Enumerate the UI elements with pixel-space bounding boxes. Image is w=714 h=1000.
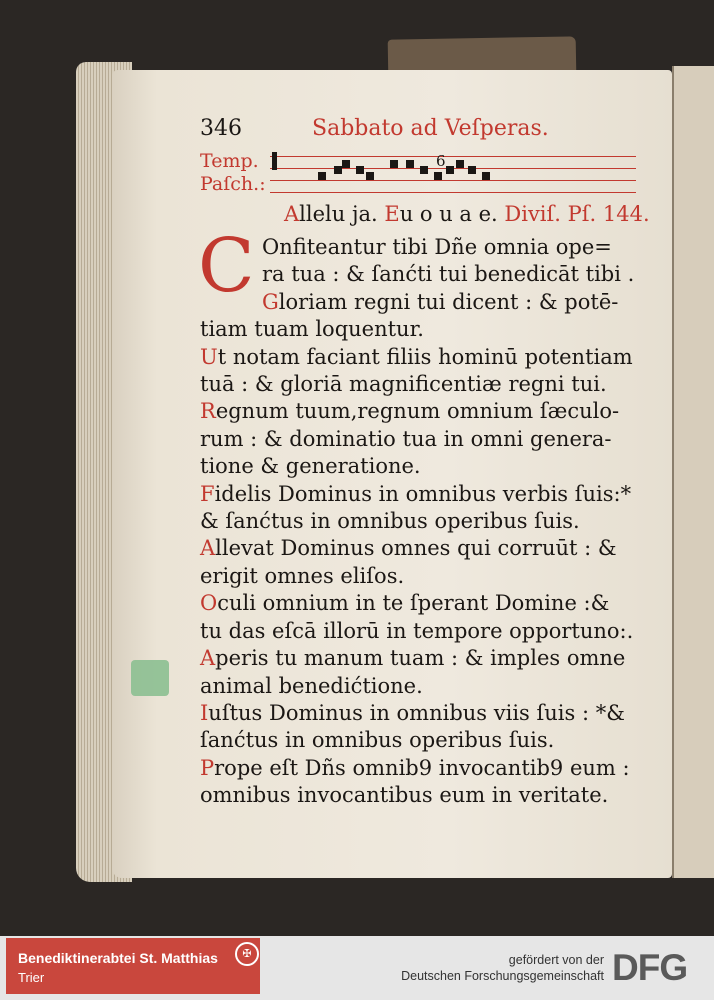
- facing-page: [672, 66, 714, 878]
- verse-line: [200, 289, 640, 316]
- page-number: 346: [200, 116, 242, 141]
- verse-line: [200, 590, 640, 617]
- verse-text: ſanćtus in omnibus operibus ſuis.: [200, 728, 555, 753]
- verse-initial: A: [200, 536, 216, 561]
- note: [420, 166, 428, 174]
- note: [482, 172, 490, 180]
- verse-initial: G: [262, 289, 279, 314]
- verse-text: culi omnium in te ſperant Domine :&: [217, 591, 610, 616]
- note: [366, 172, 374, 180]
- rubric-label: [200, 150, 266, 196]
- page-text: [198, 116, 650, 808]
- verse-initial: U: [200, 344, 218, 369]
- verse-line: [200, 426, 640, 453]
- drop-cap: C: [198, 223, 255, 309]
- verse-initial: O: [200, 591, 218, 616]
- incipit-line: [284, 202, 650, 226]
- verse-initial: I: [200, 700, 209, 725]
- note: [356, 166, 364, 174]
- verse-line: [200, 398, 640, 425]
- institution-name: Benediktinerabtei St. Matthias: [18, 950, 218, 966]
- verse-line: [200, 234, 640, 261]
- verse-line: [200, 344, 640, 371]
- verse-text: loriam regni tui dicent : & potē-: [278, 289, 619, 314]
- incipit-segment: Diviſ. Pſ. 144.: [504, 202, 650, 226]
- verse-line: [200, 481, 640, 508]
- note: [342, 160, 350, 168]
- verse-line: [200, 508, 640, 535]
- verse-line: [200, 535, 640, 562]
- rubric-line: Paſch.:: [200, 173, 266, 195]
- verse-text: uſtus Dominus in omnibus viis ſuis : *&: [208, 700, 625, 725]
- note: [406, 160, 414, 168]
- verse-line: [200, 453, 640, 480]
- verse-line: [200, 727, 640, 754]
- verse-line: [200, 673, 640, 700]
- verse-text: egnum tuum,regnum omnium ſæculo-: [215, 399, 620, 424]
- verse-text: ra tua : & ſanćti tui benedicāt tibi .: [262, 262, 635, 287]
- verse-text: erigit omnes eliſos.: [200, 563, 405, 588]
- verse-text: t notam faciant filiis hominū potentiam: [217, 344, 633, 369]
- funding-text: [401, 952, 604, 984]
- page-marker-sticker: [131, 660, 169, 696]
- verse-text: tuā : & gloriā magnificentiæ regni tui.: [200, 372, 607, 397]
- verse-line: [200, 316, 640, 343]
- verse-initial: P: [200, 755, 215, 780]
- staff-line: [270, 180, 636, 181]
- verse-line: [200, 261, 640, 288]
- staff-line: [270, 156, 636, 157]
- institution-city: Trier: [18, 970, 45, 985]
- verse-text: Onfiteantur tibi Dñe omnia ope=: [262, 235, 612, 259]
- incipit-segment: E: [384, 202, 400, 226]
- psalm-text: [198, 223, 640, 810]
- incipit-segment: llelu ja.: [299, 202, 385, 226]
- note: [390, 160, 398, 168]
- verse-text: omnibus invocantibus eum in veritate.: [200, 783, 609, 808]
- incipit-segment: u o u a e.: [399, 202, 505, 226]
- mode-number: 6: [436, 152, 446, 170]
- verse-initial: R: [200, 399, 216, 424]
- verse-text: tu das eſcā illorū in tempore opportuno:.: [200, 618, 634, 643]
- verse-text: idelis Dominus in omnibus verbis ſuis:*: [214, 481, 632, 506]
- abbey-logo-icon: ✠: [235, 942, 259, 966]
- clef: [272, 152, 277, 170]
- verse-text: tiam tuam loquentur.: [200, 317, 424, 342]
- page-header: [200, 116, 640, 150]
- verse-line: [200, 618, 640, 645]
- verse-text: & ſanćtus in omnibus operibus ſuis.: [200, 509, 580, 534]
- verse-text: llevat Dominus omnes qui corruūt : &: [215, 536, 617, 561]
- verse-text: peris tu manum tuam : & imples omne: [215, 646, 626, 671]
- verse-line: [200, 645, 640, 672]
- staff-line: [270, 192, 636, 193]
- dfg-logo[interactable]: DFG: [612, 947, 688, 988]
- note: [318, 172, 326, 180]
- verse-line: [200, 700, 640, 727]
- verse-line: [200, 755, 640, 782]
- verse-line: [200, 371, 640, 398]
- funding-line: Deutschen Forschungsgemeinschaft: [401, 969, 604, 983]
- incipit-segment: A: [284, 202, 300, 226]
- rubric-line: Temp.: [200, 150, 259, 172]
- verse-initial: F: [200, 481, 215, 506]
- note: [434, 172, 442, 180]
- verse-text: animal benedićtione.: [200, 673, 423, 698]
- verse-text: rum : & dominatio tua in omni genera-: [200, 426, 612, 451]
- verse-text: tione & generatione.: [200, 454, 421, 479]
- note: [468, 166, 476, 174]
- running-title: Sabbato ad Veſperas.: [312, 116, 549, 141]
- funding-line: gefördert von der: [508, 953, 604, 967]
- verse-text: rope eſt Dñs omnib9 invocantib9 eum :: [214, 755, 630, 780]
- note: [334, 166, 342, 174]
- note: [446, 166, 454, 174]
- institution-badge[interactable]: [6, 938, 260, 994]
- verse-line: [200, 782, 640, 809]
- note: [456, 160, 464, 168]
- verse-line: [200, 563, 640, 590]
- verse-initial: A: [200, 646, 216, 671]
